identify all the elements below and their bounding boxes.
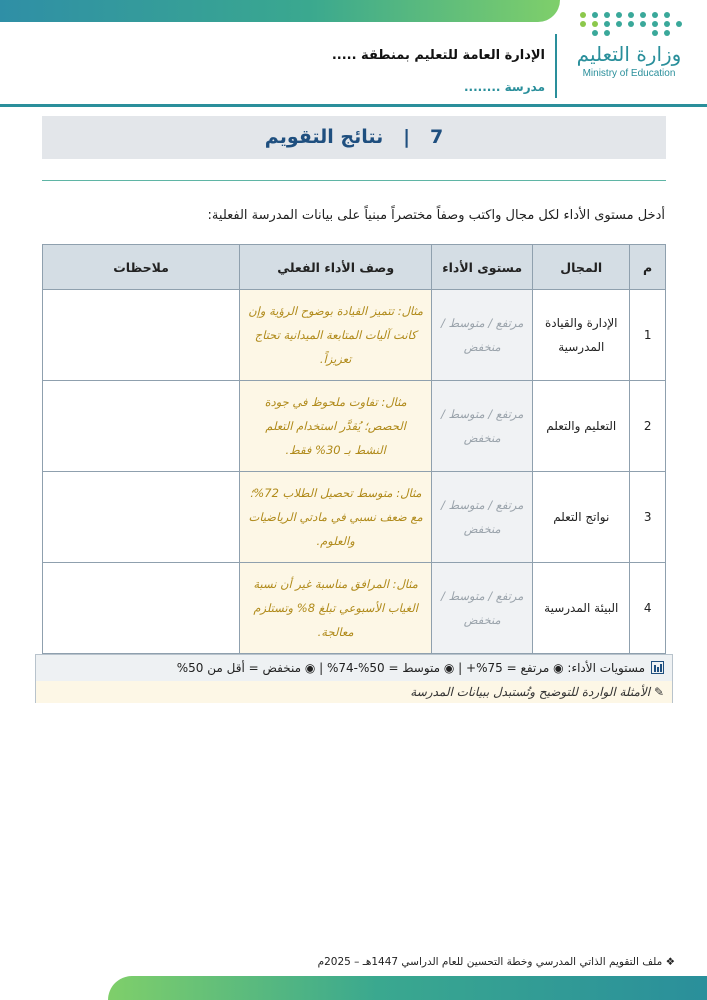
section-separator: | — [403, 126, 411, 148]
note-text: الأمثلة الواردة للتوضيح وتُستبدل ببيانات المدرسة — [410, 685, 651, 699]
evaluation-results-table — [42, 244, 666, 654]
row-level-input[interactable]: مرتفع / متوسط / منخفض — [432, 472, 533, 563]
legend-text: مستويات الأداء: ◉ مرتفع = 75%+ | ◉ متوسط = 50%-74% | ◉ منخفض = أقل من 50% — [176, 661, 645, 675]
header-desc: وصف الأداء الفعلي — [240, 245, 432, 290]
logo-dots-icon — [569, 12, 689, 36]
school-name-label: مدرسة ........ — [464, 80, 545, 94]
table-header-row — [43, 245, 666, 290]
table-row — [43, 563, 666, 654]
row-num: 2 — [630, 381, 666, 472]
logo-english-text: Ministry of Education — [582, 68, 676, 79]
diamond-bullet-icon: ❖ — [665, 956, 675, 968]
row-num: 3 — [630, 472, 666, 563]
bar-chart-icon — [651, 661, 664, 674]
row-num: 1 — [630, 290, 666, 381]
row-field: البيئة المدرسية — [533, 563, 630, 654]
row-notes-input[interactable] — [43, 290, 240, 381]
top-decorative-band — [0, 0, 560, 22]
performance-levels-legend — [35, 654, 673, 683]
row-level-input[interactable]: مرتفع / متوسط / منخفض — [432, 381, 533, 472]
table-row — [43, 290, 666, 381]
row-field: التعليم والتعلم — [533, 381, 630, 472]
row-notes-input[interactable] — [43, 563, 240, 654]
header-field: المجال — [533, 245, 630, 290]
row-num: 4 — [630, 563, 666, 654]
footer-caption — [318, 956, 675, 968]
footer-text: ملف التقويم الذاتي المدرسي وخطة التحسين للعام الدراسي 1447هـ – 2025م — [317, 956, 663, 968]
table-row — [43, 381, 666, 472]
header-num: م — [630, 245, 666, 290]
admin-region-label: الإدارة العامة للتعليم بمنطقة ..... — [331, 48, 545, 63]
header-level: مستوى الأداء — [432, 245, 533, 290]
section-number: 7 — [429, 126, 444, 148]
logo-arabic-text: وزارة التعليم — [576, 42, 682, 66]
row-desc-input[interactable]: مثال: تتميز القيادة بوضوح الرؤية وإن كانت آليات المتابعة الميدانية تحتاج تعزيزاً. — [240, 290, 432, 381]
bottom-decorative-band — [108, 976, 707, 1000]
instruction-text: أدخل مستوى الأداء لكل مجال واكتب وصفاً مختصراً مبنياً على بيانات المدرسة الفعلية: — [207, 208, 665, 223]
row-field: الإدارة والقيادة المدرسية — [533, 290, 630, 381]
header-rule — [0, 104, 707, 107]
ministry-logo — [569, 10, 689, 100]
pencil-icon: ✎ — [653, 685, 664, 699]
section-title — [42, 116, 666, 159]
row-level-input[interactable]: مرتفع / متوسط / منخفض — [432, 563, 533, 654]
table-row — [43, 472, 666, 563]
examples-note — [35, 681, 673, 703]
section-title-text: نتائج التقويم — [264, 126, 384, 148]
row-desc-input[interactable]: مثال: تفاوت ملحوظ في جودة الحصص؛ يُقدَّر استخدام التعلم النشط بـ 30% فقط. — [240, 381, 432, 472]
row-desc-input[interactable]: مثال: متوسط تحصيل الطلاب 72%؛ مع ضعف نسبي في مادتي الرياضيات والعلوم. — [240, 472, 432, 563]
row-level-input[interactable]: مرتفع / متوسط / منخفض — [432, 290, 533, 381]
header-divider — [555, 34, 557, 98]
section-title-box — [42, 116, 666, 159]
row-desc-input[interactable]: مثال: المرافق مناسبة غير أن نسبة الغياب الأسبوعي تبلغ 8% وتستلزم معالجة. — [240, 563, 432, 654]
row-field: نواتج التعلم — [533, 472, 630, 563]
row-notes-input[interactable] — [43, 472, 240, 563]
row-notes-input[interactable] — [43, 381, 240, 472]
title-divider — [42, 180, 666, 181]
header-notes: ملاحظات — [43, 245, 240, 290]
